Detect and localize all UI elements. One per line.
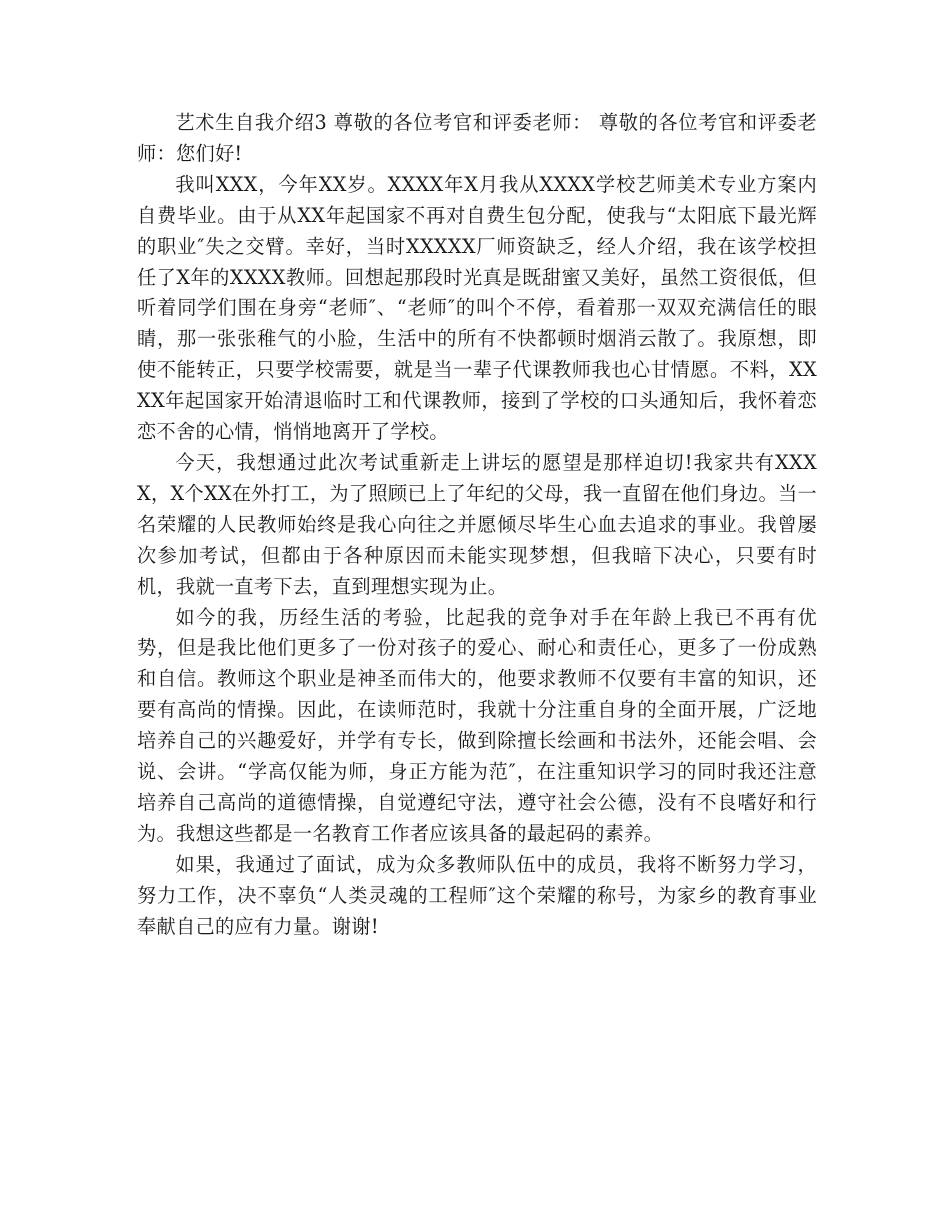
paragraph-background: 我叫XXX，今年XX岁。XXXX年X月我从XXXX学校艺师美术专业方案内自费毕业。由于从XX年起国家不再对自费生包分配，使我与“太阳底下最光辉的职业″失之交臂。幸好，当时XXXXX厂师资缺乏，经人介绍，我在该学校担任了X年的XXXX教师。回想起那段时光真是既甜蜜又美好，虽然工资很低，但听着同学们围在身旁“老师″、“老师″的叫个不停，看着那一双双充满信任的眼睛，那一张张稚气的小脸，生活中的所有不快都顿时烟消云散了。我原想，即使不能转正，只要学校需要，就是当一辈子代课教师我也心甘情愿。不料，XXXX年起国家开始清退临时工和代课教师，接到了学校的口头通知后，我怀着恋恋不舍的心情，悄悄地离开了学校。 xyxy=(137,172,817,444)
document-page xyxy=(137,108,817,1188)
paragraph-qualities: 如今的我，历经生活的考验，比起我的竞争对手在年龄上我已不再有优势，但是我比他们更多了一份对孩子的爱心、耐心和责任心，更多了一份成熟和自信。教师这个职业是神圣而伟大的，他要求教师不仅要有丰富的知识，还要有高尚的情操。因此，在读师范时，我就十分注重自身的全面开展，广泛地培养自己的兴趣爱好，并学有专长，做到除擅长绘画和书法外，还能会唱、会说、会讲。“学高仅能为师，身正方能为范″，在注重知识学习的同时我还注意培养自己高尚的道德情操，自觉遵纪守法，遵守社会公德，没有不良嗜好和行为。我想这些都是一名教育工作者应该具备的最起码的素养。 xyxy=(137,605,817,845)
paragraph-intro: 艺术生自我介绍3 尊敬的各位考官和评委老师： 尊敬的各位考官和评委老师：您们好! xyxy=(137,111,817,165)
paragraph-closing: 如果，我通过了面试，成为众多教师队伍中的成员，我将不断努力学习，努力工作，决不辜负“人类灵魂的工程师″这个荣耀的称号，为家乡的教育事业奉献自己的应有力量。谢谢! xyxy=(137,852,817,938)
paragraph-aspiration: 今天，我想通过此次考试重新走上讲坛的愿望是那样迫切!我家共有XXXX，X个XX在外打工，为了照顾已上了年纪的父母，我一直留在他们身边。当一名荣耀的人民教师始终是我心向往之并愿倾尽毕生心血去追求的事业。我曾屡次参加考试，但都由于各种原因而未能实现梦想，但我暗下决心，只要有时机，我就一直考下去，直到理想实现为止。 xyxy=(137,450,817,598)
